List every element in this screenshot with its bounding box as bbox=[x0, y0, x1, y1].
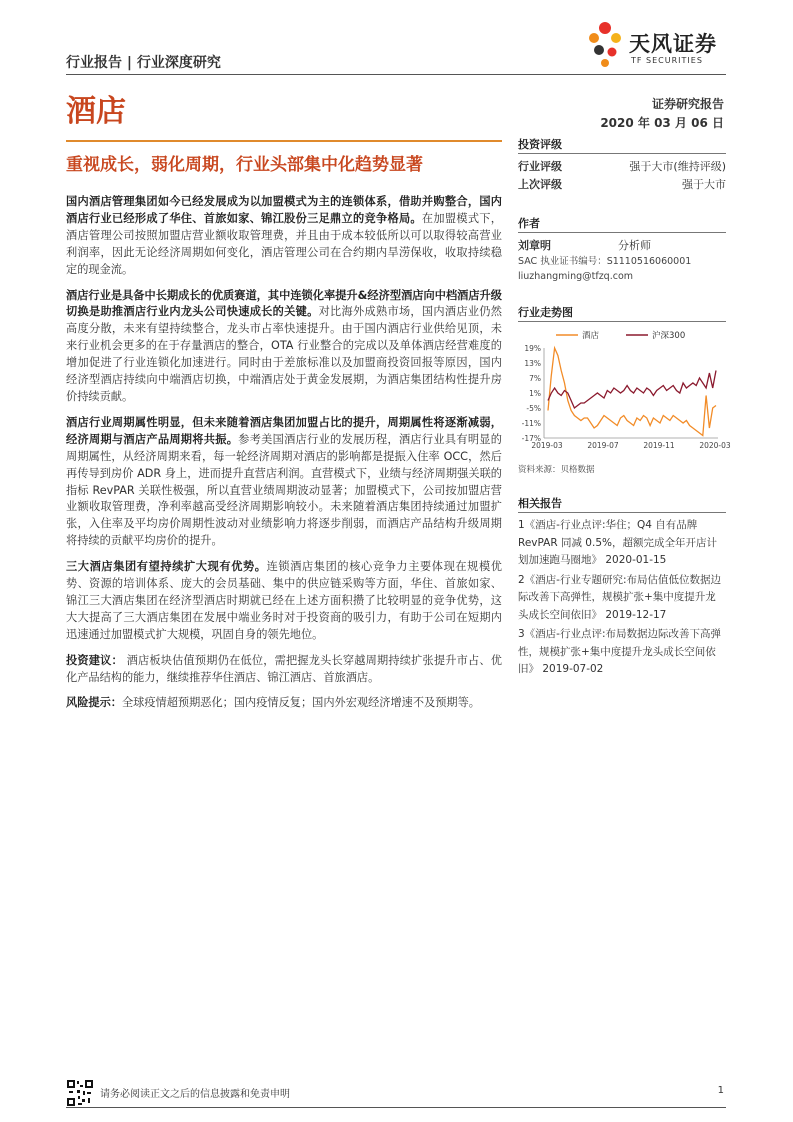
paragraph-2: 酒店行业是具备中长期成长的优质赛道，其中连锁化率提升&经济型酒店向中档酒店升级切换是助推酒店行业内龙头公司快速成长的关键。对比海外成熟市场，国内酒店业仍然高度分散，未来有望持续整合，龙头市占率快速提升。由于国内酒店行业供给见顶，未来行业机会更多的在于存量酒店的整合，OTA 行业整合的完成以及单体酒店经营难度的增加促进了行业连锁化加速进行。同时由于差旅标准以及加盟商投资回报等原因，国内经济型酒店持续向中端酒店切换，中端酒店处于黄金发展期，为酒店集团结构性提升房价持续贡献。 bbox=[66, 288, 502, 403]
sidebar bbox=[518, 136, 731, 681]
paragraph-1: 国内酒店管理集团如今已经发展成为以加盟模式为主的连锁体系，借助并购整合，国内酒店行业已经形成了华住、首旅如家、锦江股份三足鼎立的竞争格局。在加盟模式下，酒店管理公司按照加盟店营业额收取管理费，并且由于成本较低所以可以取得较高营业利润率，因此无论经济周期如何变化，酒店管理公司在合约期内旱涝保收，收取持续稳定的现金流。 bbox=[66, 195, 502, 276]
trend-chart bbox=[518, 326, 731, 461]
investment-advice: 投资建议： 酒店板块估值预期仍在低位，需把握龙头长穿越周期持续扩张提升市占、优化产品结构的能力，继续推荐华住酒店、锦江酒店、首旅酒店。 bbox=[66, 653, 502, 684]
related-report-1[interactable]: 1《酒店-行业点评:华住；Q4 自有品牌 RevPAR 同减 0.5%，超额完成全年开店计划加速跑马圈地》 2020-01-15 bbox=[518, 519, 717, 566]
chart-y-tick-label: -17% bbox=[521, 434, 541, 443]
chart-legend-label: 沪深300 bbox=[652, 331, 686, 341]
author-heading: 作者 bbox=[518, 215, 726, 233]
chart-y-tick-label: 7% bbox=[529, 374, 541, 383]
logo-text-en: TF SECURITIES bbox=[631, 56, 703, 65]
footer-disclaimer: 请务必阅读正文之后的信息披露和免责申明 bbox=[100, 1089, 290, 1100]
related-reports bbox=[518, 517, 726, 679]
data-source: 资料来源：贝格数据 bbox=[518, 465, 595, 475]
logo-mark-icon bbox=[585, 20, 625, 68]
related-heading: 相关报告 bbox=[518, 495, 726, 513]
paragraph-3: 酒店行业周期属性明显，但未来随着酒店集团加盟占比的提升，周期属性将逐渐减弱，经济周期与酒店产品周期将共振。参考美国酒店行业的发展历程，酒店行业具有明显的周期属性，从经济周期来看，每一轮经济周期对酒店的影响都是提振入住率 OCC，然后再传导到房价 ADR 身上，进而提升直营店利润。直营模式下，业绩与经济周期强关联的指标 RevPAR 关联性极强，所以直营业绩周期波动显著；加盟模式下，公司按加盟店营业额收取管理费，净利率越高受经济周期影响较小。未来随着酒店集团持续通过加盟扩张，入住率及平均房价周期性波动对业绩影响力将逐步削弱，而酒店产品结构升级周期将持续的贡献平均房价的提升。 bbox=[66, 415, 502, 548]
previous-rating-row: 上次评级 强于大市 bbox=[518, 178, 726, 191]
report-date: 2020 年 03 月 06 日 bbox=[600, 116, 724, 130]
chart-series-line bbox=[548, 371, 716, 409]
chart-y-tick-label: 19% bbox=[524, 344, 541, 353]
chart-y-tick-label: -5% bbox=[526, 404, 541, 413]
paragraph-4: 三大酒店集团有望持续扩大现有优势。连锁酒店集团的核心竞争力主要体现在规模优势、资源的培训体系、庞大的会员基础、集中的供应链采购等方面，华住、首旅如家、锦江三大酒店集团在经济型酒店时期就已经在上述方面积攒了比较明显的竞争优势，这大大提高了三大酒店集团在发展中端业务时对于投资商的吸引力，有助于公司在短期内迅速通过加盟模式扩大规模，巩固自身的领先地位。 bbox=[66, 560, 502, 641]
author-role: 分析师 bbox=[618, 239, 651, 252]
chart-y-tick-label: 13% bbox=[524, 359, 541, 368]
author-name: 刘章明 bbox=[518, 239, 551, 252]
author-sac: SAC 执业证书编号：S1110516060001 bbox=[518, 256, 692, 267]
report-body bbox=[66, 194, 502, 721]
page-number: 1 bbox=[717, 1085, 724, 1096]
chart-y-tick-label: 1% bbox=[529, 389, 541, 398]
trend-chart-svg bbox=[518, 326, 731, 461]
chart-legend-label: 酒店 bbox=[582, 331, 600, 341]
logo-text-cn: 天风证券 bbox=[629, 32, 717, 56]
report-type: 证券研究报告 bbox=[651, 97, 724, 111]
report-headline: 重视成长，弱化周期，行业头部集中化趋势显著 bbox=[66, 155, 423, 175]
chart-x-tick-label: 2019-11 bbox=[643, 441, 675, 450]
footer-divider bbox=[66, 1107, 726, 1108]
qr-code-icon bbox=[66, 1079, 94, 1107]
tf-securities-logo bbox=[585, 20, 735, 72]
related-report-2[interactable]: 2《酒店-行业专题研究:布局估值低位数据边际改善下高弹性，规模扩张+集中度提升龙头成长空间依旧》 2019-12-17 bbox=[518, 573, 722, 621]
author-row bbox=[518, 237, 726, 254]
author-email[interactable]: liuzhangming@tfzq.com bbox=[518, 271, 634, 282]
chart-x-tick-label: 2019-03 bbox=[531, 441, 563, 450]
chart-y-tick-label: -11% bbox=[521, 419, 541, 428]
chart-x-tick-label: 2020-03 bbox=[699, 441, 731, 450]
title-divider bbox=[66, 140, 502, 142]
chart-x-tick-label: 2019-07 bbox=[587, 441, 619, 450]
trend-heading: 行业走势图 bbox=[518, 304, 726, 322]
related-report-3[interactable]: 3《酒店-行业点评:布局数据边际改善下高弹性，规模扩张+集中度提升龙头成长空间依旧》 2019-07-02 bbox=[518, 628, 722, 675]
rating-heading: 投资评级 bbox=[518, 136, 726, 154]
risk-warning: 风险提示：全球疫情超预期恶化；国内疫情反复；国内外宏观经济增速不及预期等。 bbox=[66, 696, 480, 710]
category-label: 行业报告 | 行业深度研究 bbox=[66, 55, 221, 71]
industry-rating-row: 行业评级 强于大市(维持评级) bbox=[518, 160, 726, 173]
sector-title: 酒店 bbox=[66, 94, 126, 129]
header-divider bbox=[66, 74, 726, 75]
